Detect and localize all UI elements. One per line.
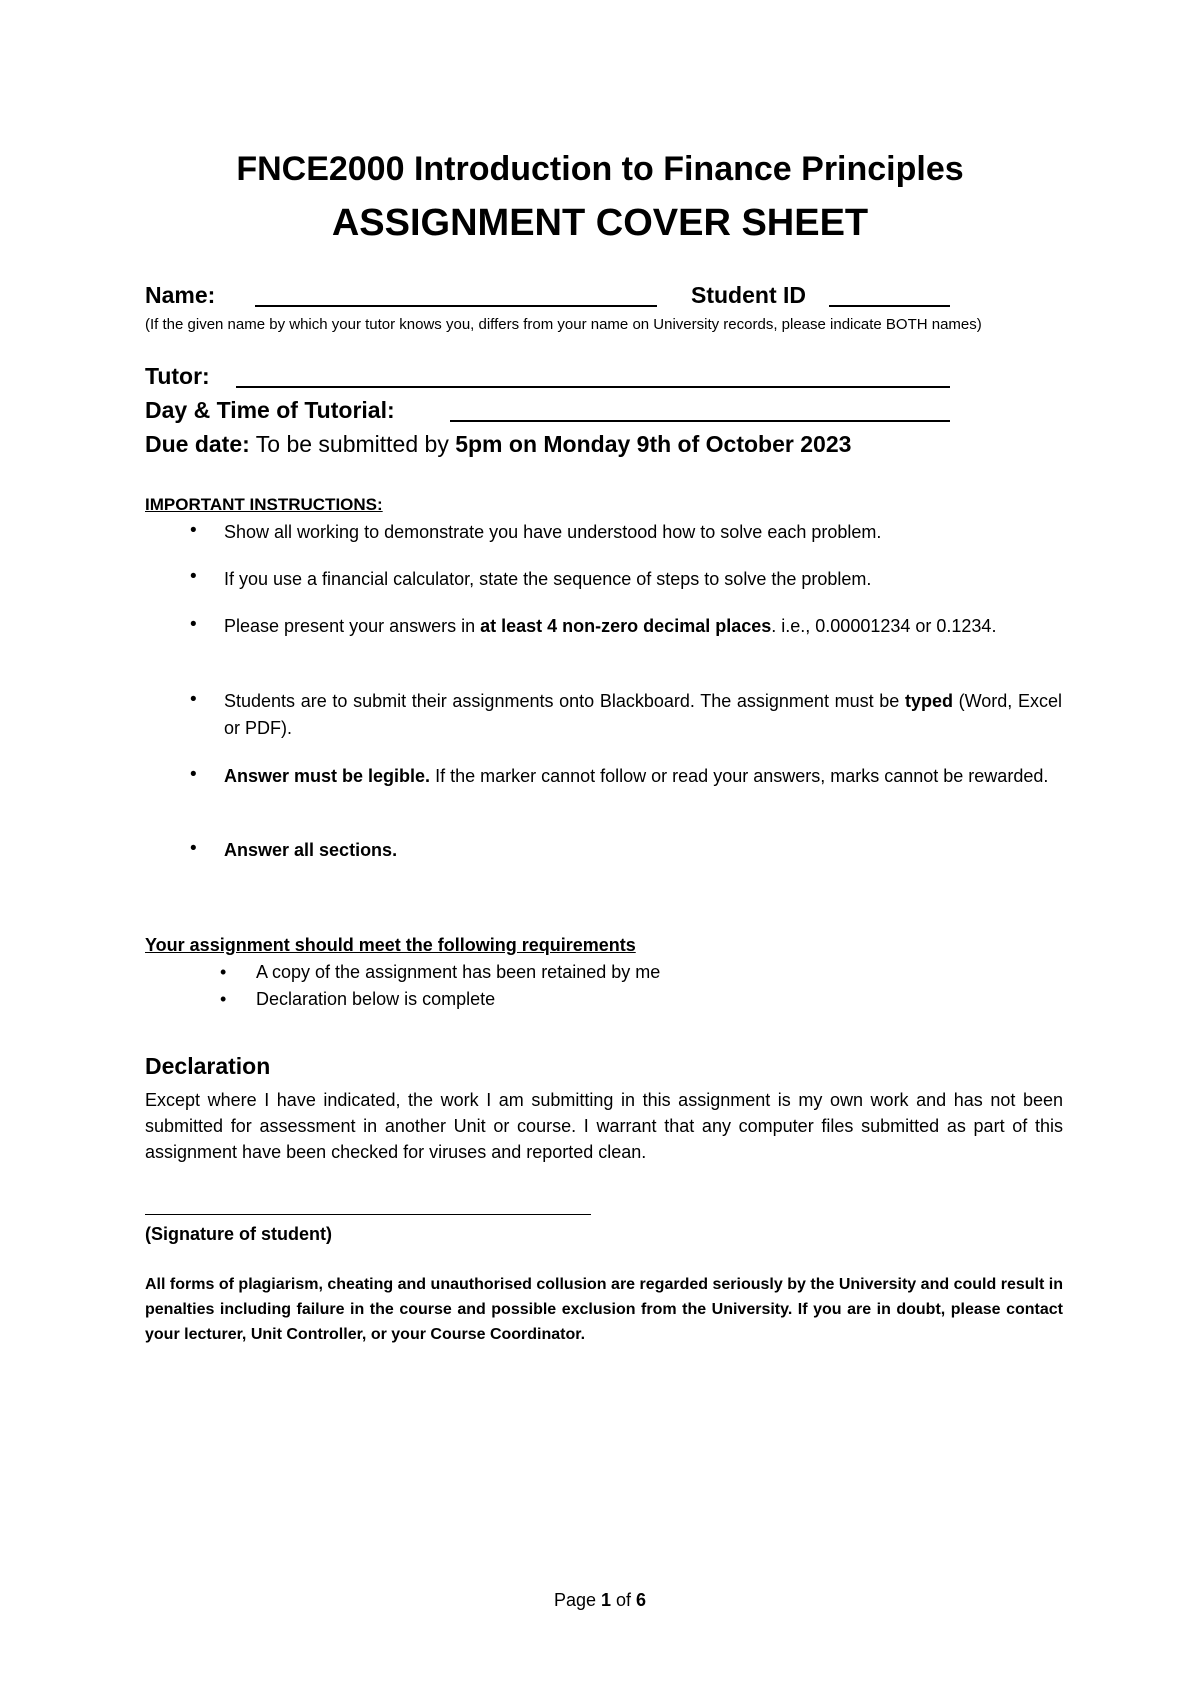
bullet-mark: • xyxy=(190,520,197,541)
instruction-item: If you use a financial calculator, state the sequence of steps to solve the problem. xyxy=(224,569,872,589)
page-number: 1 xyxy=(601,1590,612,1610)
due-date-time: 5pm on Monday 9th of October 2023 xyxy=(455,431,852,457)
instruction-item: Students are to submit their assignments onto Blackboard. The assignment must be typed (Word, Excel or PDF). xyxy=(224,691,1062,738)
tutorial-blank-line xyxy=(450,420,950,422)
page-footer: Page 1 of 6 xyxy=(553,1590,647,1610)
instruction-item: Answer all sections. xyxy=(224,840,398,860)
course-title: FNCE2000 Introduction to Finance Principles xyxy=(236,150,964,188)
instruction-item: Answer must be legible. If the marker cannot follow or read your answers, marks cannot be rewarded. xyxy=(224,766,1049,786)
name-blank-line xyxy=(255,305,657,307)
name-note: (If the given name by which your tutor knows you, differs from your name on University records, please indicate BOTH names) xyxy=(145,316,982,333)
tutorial-label: Day & Time of Tutorial: xyxy=(145,397,395,423)
signature-line xyxy=(145,1214,591,1215)
bullet-mark: • xyxy=(190,614,197,635)
bullet-mark: • xyxy=(190,689,197,710)
declaration-heading: Declaration xyxy=(145,1053,271,1079)
declaration-text: Except where I have indicated, the work I am submitting in this assignment is my own work and has not been submitted for assessment in another Unit or course. I warrant that any computer files submitted as part of this assignment have been checked for viruses and reported clean. xyxy=(145,1090,1063,1162)
tutor-blank-line xyxy=(236,386,950,388)
requirements-heading: Your assignment should meet the following requirements xyxy=(145,935,636,955)
student-id-blank-line xyxy=(829,305,950,307)
bullet-mark: • xyxy=(220,962,227,982)
due-date-label: Due date: xyxy=(145,431,250,457)
instruction-item: Show all working to demonstrate you have understood how to solve each problem. xyxy=(224,522,882,542)
due-date-text: To be submitted by xyxy=(249,431,456,457)
bullet-mark: • xyxy=(220,989,227,1009)
instruction-item: Please present your answers in at least 4 non-zero decimal places. i.e., 0.00001234 or 0.1234. xyxy=(224,616,997,636)
sheet-title: ASSIGNMENT COVER SHEET xyxy=(331,202,869,244)
requirement-item: Declaration below is complete xyxy=(256,989,496,1009)
signature-label: (Signature of student) xyxy=(145,1224,332,1244)
instructions-heading: IMPORTANT INSTRUCTIONS: xyxy=(145,495,383,514)
due-date-row xyxy=(145,431,851,458)
tutor-label: Tutor: xyxy=(145,363,210,389)
bullet-mark: • xyxy=(190,838,197,859)
bullet-mark: • xyxy=(190,764,197,785)
name-label: Name: xyxy=(145,282,216,308)
plagiarism-notice: All forms of plagiarism, cheating and unauthorised collusion are regarded seriously by the University and could result in penalties including failure in the course and possible exclusion from the University. If you are in doubt, please contact your lecturer, Unit Controller, or your Course Coordinator. xyxy=(145,1276,1063,1343)
page-total: 6 xyxy=(636,1590,647,1610)
requirement-item: A copy of the assignment has been retained by me xyxy=(256,962,661,982)
student-id-label: Student ID xyxy=(691,282,806,308)
bullet-mark: • xyxy=(190,566,197,587)
